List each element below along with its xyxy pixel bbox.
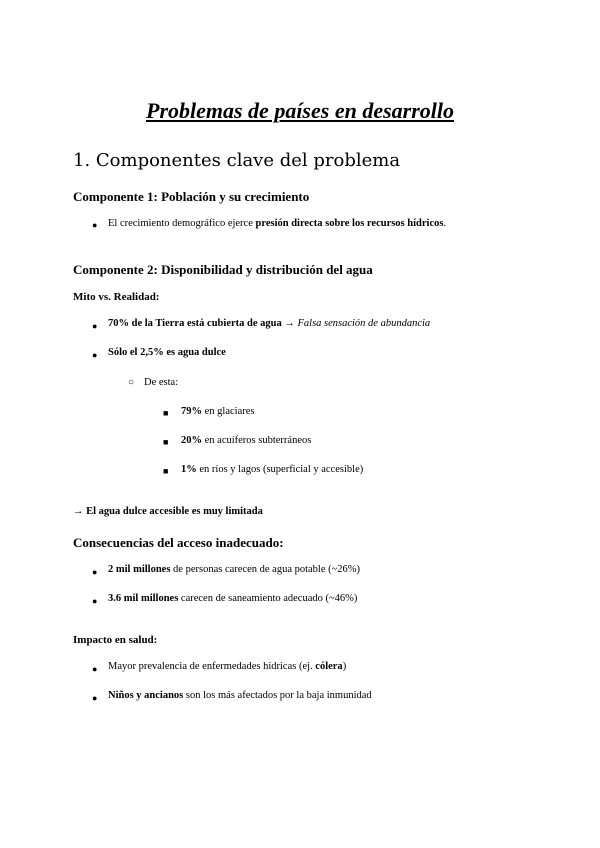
bold-run: 1% bbox=[181, 464, 197, 475]
list-item bbox=[108, 318, 430, 329]
sub-list-item bbox=[181, 406, 254, 417]
list-item bbox=[108, 661, 346, 672]
bold-run: 20% bbox=[181, 435, 202, 446]
text-run: . bbox=[443, 218, 447, 229]
list-item bbox=[108, 593, 357, 604]
bullet-square-icon: ■ bbox=[163, 408, 169, 418]
bullet-circle-icon: ○ bbox=[128, 377, 135, 388]
text-run: Mayor prevalencia de enfermedades hídricas (ej. bbox=[108, 661, 316, 672]
conclusion-line: → El agua dulce accesible es muy limitada bbox=[73, 506, 263, 517]
bullet-disc-icon: ● bbox=[92, 664, 98, 674]
bold-run: 70% de la Tierra está cubierta de agua bbox=[108, 318, 282, 329]
list-item: Sólo el 2,5% es agua dulce bbox=[108, 347, 226, 358]
list-item bbox=[108, 690, 372, 701]
myth-heading: Mito vs. Realidad: bbox=[73, 291, 160, 303]
bullet-disc-icon: ● bbox=[92, 350, 98, 360]
italic-run: Falsa sensación de abundancia bbox=[297, 318, 431, 329]
component2-heading: Componente 2: Disponibilidad y distribución del agua bbox=[73, 262, 373, 277]
text-run: en acuíferos subterráneos bbox=[202, 435, 312, 446]
bold-run: 79% bbox=[181, 406, 202, 417]
section-heading-1: 1. Componentes clave del problema bbox=[73, 150, 401, 171]
bullet-square-icon: ■ bbox=[163, 466, 169, 476]
list-item bbox=[108, 218, 446, 229]
text-run: son los más afectados por la baja inmunidad bbox=[183, 690, 372, 701]
bullet-disc-icon: ● bbox=[92, 596, 98, 606]
component1-heading: Componente 1: Población y su crecimiento bbox=[73, 189, 310, 204]
text-run: El crecimiento demográfico ejerce bbox=[108, 218, 256, 229]
sub-list-item bbox=[181, 435, 311, 446]
text-run: de personas carecen de agua potable (~26%) bbox=[170, 564, 361, 575]
text-run: en ríos y lagos (superficial y accesible) bbox=[196, 464, 364, 475]
bold-run: cólera bbox=[315, 661, 343, 672]
sub-list-label: De esta: bbox=[144, 377, 179, 388]
bullet-square-icon: ■ bbox=[163, 437, 169, 447]
text-run: carecen de saneamiento adecuado (~46%) bbox=[178, 593, 358, 604]
list-item bbox=[108, 564, 360, 575]
bullet-disc-icon: ● bbox=[92, 693, 98, 703]
bold-run: 3.6 mil millones bbox=[108, 593, 179, 604]
consequences-heading: Consecuencias del acceso inadecuado: bbox=[73, 535, 284, 550]
text-run: en glaciares bbox=[202, 406, 255, 417]
health-heading: Impacto en salud: bbox=[73, 634, 158, 646]
bold-run: presión directa sobre los recursos hídricos bbox=[255, 218, 444, 229]
bullet-disc-icon: ● bbox=[92, 220, 98, 230]
arrow-run: → bbox=[281, 318, 298, 329]
bullet-disc-icon: ● bbox=[92, 567, 98, 577]
document-title: Problemas de países en desarrollo bbox=[146, 98, 454, 123]
bold-run: Niños y ancianos bbox=[108, 690, 184, 701]
sub-list-item bbox=[181, 464, 363, 475]
bullet-disc-icon: ● bbox=[92, 321, 98, 331]
bold-run: 2 mil millones bbox=[108, 564, 171, 575]
text-run: ) bbox=[342, 661, 347, 672]
